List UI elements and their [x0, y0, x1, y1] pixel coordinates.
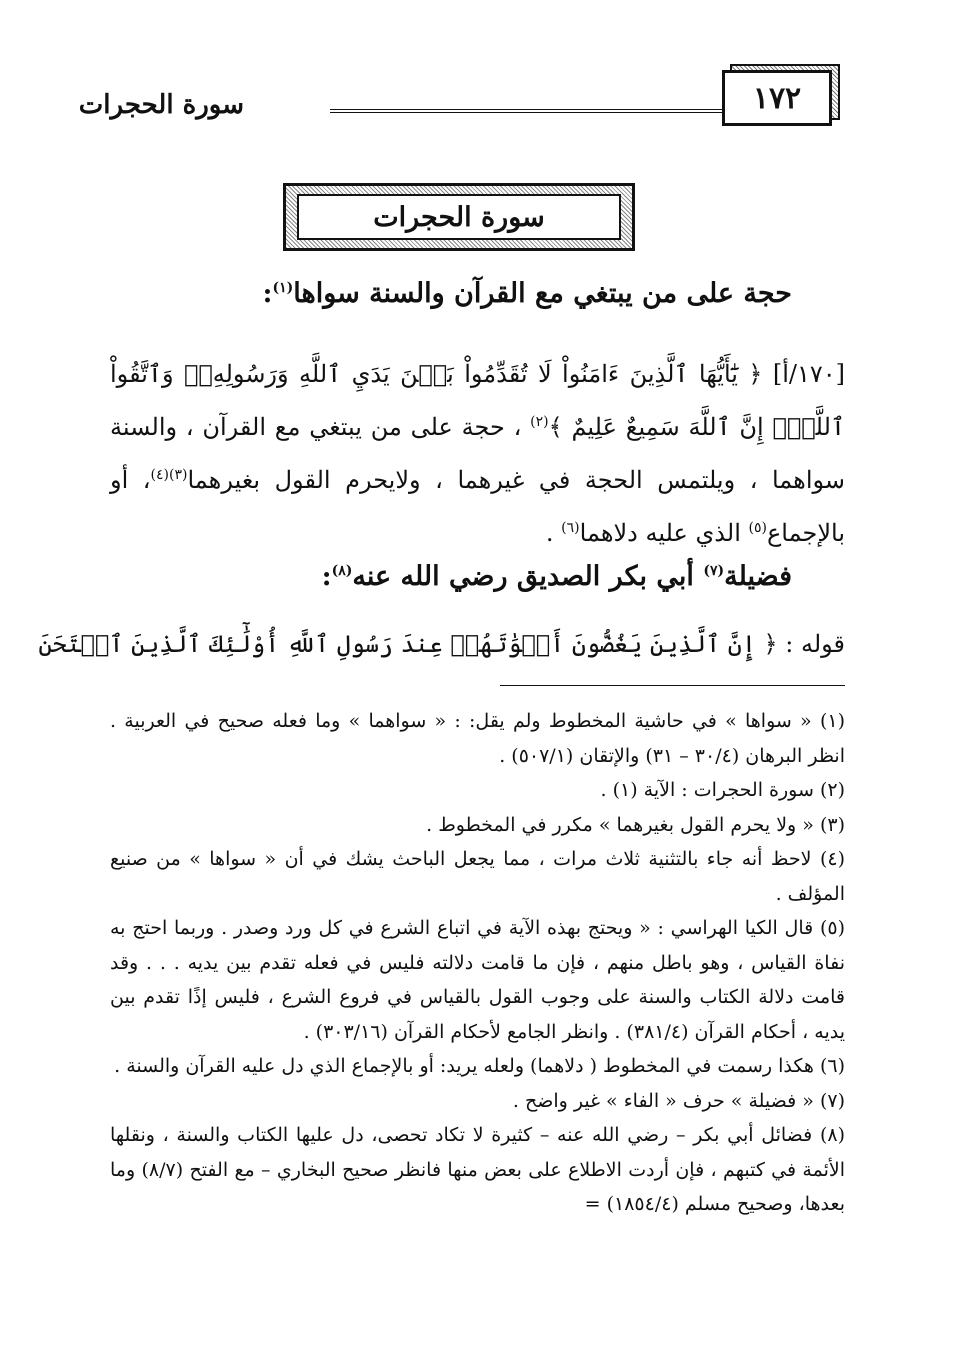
footnote-ref-1: (١): [272, 280, 294, 296]
verse-intro-lead: قوله :: [785, 630, 845, 658]
quran-verse-2: ﴿ إِنَّ ٱلَّذِينَ يَغُضُّونَ أَصۡوَٰتَهُمۡ عِندَ رَسُولِ ٱللَّهِ أُوْلَٰٓئِكَ ٱلَّذِينَ ٱمۡتَحَنَ: [38, 630, 778, 658]
section-heading-2: [322, 561, 792, 592]
footnote-8: [110, 1118, 845, 1222]
footnote-number: (٨): [819, 1124, 845, 1146]
folio-reference: [١٧٠/أ]: [772, 360, 845, 388]
footnote-text: « ولا يحرم القول بغيرهما » مكرر في المخطوط .: [426, 813, 814, 836]
quran-verse: ﴿ يَٰٓأَيُّهَا ٱلَّذِينَ ءَامَنُواْ لَا تُقَدِّمُواْ بَيۡنَ يَدَيِ ٱللَّهِ وَرَسُولِهِۦۖ وَٱتَّقُواْ ٱللَّهَۚ إِنَّ ٱللَّهَ سَمِيعٌ عَلِيمٌ ﴾: [110, 360, 846, 441]
heading-2-text-b: أبي بكر الصديق رضي الله عنه: [352, 561, 694, 592]
footnote-ref-6: (٦): [561, 520, 580, 536]
section-heading-1: [262, 278, 792, 309]
paragraph-text-1: ، حجة على من يبتغي مع القرآن ، والسنة سواهما ، ويلتمس الحجة في غيرهما ، ولايحرم القول بغيرهما: [110, 413, 845, 494]
footnote-text: « فضيلة » حرف « الفاء » غير واضح .: [512, 1089, 814, 1112]
footnote-divider: [500, 685, 845, 686]
footnote-number: (٤): [819, 848, 845, 870]
footnote-3: [110, 808, 845, 843]
footnote-ref-4: (٤): [150, 467, 170, 483]
footnote-text: سورة الحجرات : الآية (١) .: [600, 779, 814, 801]
footnote-number: (٧): [819, 1089, 845, 1112]
verse-intro-line: [38, 630, 845, 658]
footnote-ref-2: (٢): [530, 414, 549, 430]
footnote-number: (٣): [819, 813, 845, 836]
running-title: سورة الحجرات: [78, 90, 244, 120]
footnote-5: [110, 911, 845, 1049]
heading-1-colon: :: [262, 278, 273, 309]
footnote-text: هكذا رسمت في المخطوط ( دلاهما) ولعله يريد: أو بالإجماع الذي دل عليه القرآن والسنة .: [114, 1055, 814, 1077]
footnote-ref-5: (٥): [748, 520, 767, 536]
main-paragraph: [110, 348, 845, 560]
footnote-7: [110, 1084, 845, 1119]
footnote-number: (٦): [819, 1055, 845, 1077]
footnotes: [110, 704, 845, 1222]
footnote-number: (١): [819, 710, 845, 732]
footnote-text: لاحظ أنه جاء بالتثنية ثلاث مرات ، مما يجعل الباحث يشك في أن « سواها » من صنيع المؤلف .: [110, 848, 845, 905]
footnote-2: [110, 773, 845, 808]
footnote-ref-8: (٨): [331, 563, 353, 579]
heading-2-colon: :: [321, 561, 332, 592]
footnote-ref-3: (٣): [169, 467, 188, 483]
footnote-6: [110, 1049, 845, 1084]
footnote-number: (٥): [819, 917, 845, 939]
surah-title: سورة الحجرات: [297, 194, 621, 240]
heading-2-text-a: فضيلة: [724, 561, 792, 592]
footnote-number: (٢): [819, 779, 845, 801]
paragraph-text-3: الذي عليه دلاهما: [579, 519, 741, 547]
footnote-text: « سواها » في حاشية المخطوط ولم يقل: : « سواهما » وما فعله صحيح في العربية . انظر البرهان (٣٠/٤ – ٣١) والإتقان (٥٠٧/١) .: [110, 710, 845, 767]
footnote-text: فضائل أبي بكر – رضي الله عنه – كثيرة لا تكاد تحصى، دل عليها الكتاب والسنة ، ونقلها الأئمة في كتبهم ، فإن أردت الاطلاع على بعض منها فانظر صحيح البخاري – مع الفتح (٨/٧) وما بعدها، وصحيح مسلم (١٨٥٤/٤) =: [110, 1124, 846, 1215]
page-number: ١٧٢: [722, 70, 832, 126]
paragraph-text-2: ، أو بالإجماع: [110, 466, 845, 547]
header-rule: [330, 109, 722, 113]
footnote-ref-7: (٧): [703, 563, 725, 579]
footnote-text: قال الكيا الهراسي : « ويحتج بهذه الآية في اتباع الشرع في كل ورد وصدر . وربما احتج به نفاة القياس ، وهو باطل منهم ، فإن ما قامت دلالته فليس في فعله تقدم بين يديه . . . وقد قامت دلالة الكتاب والسنة على وجوب القول بالقياس في فروع الشرع ، فليس إذًا تقدم بين يديه ، أحكام القرآن (٣٨١/٤) . وانظر الجامع لأحكام القرآن (٣٠٣/١٦) .: [110, 917, 845, 1043]
heading-1-text: حجة على من يبتغي مع القرآن والسنة سواها: [293, 278, 792, 309]
footnote-4: [110, 842, 845, 911]
paragraph-text-4: .: [545, 519, 554, 547]
footnote-1: [110, 704, 845, 773]
